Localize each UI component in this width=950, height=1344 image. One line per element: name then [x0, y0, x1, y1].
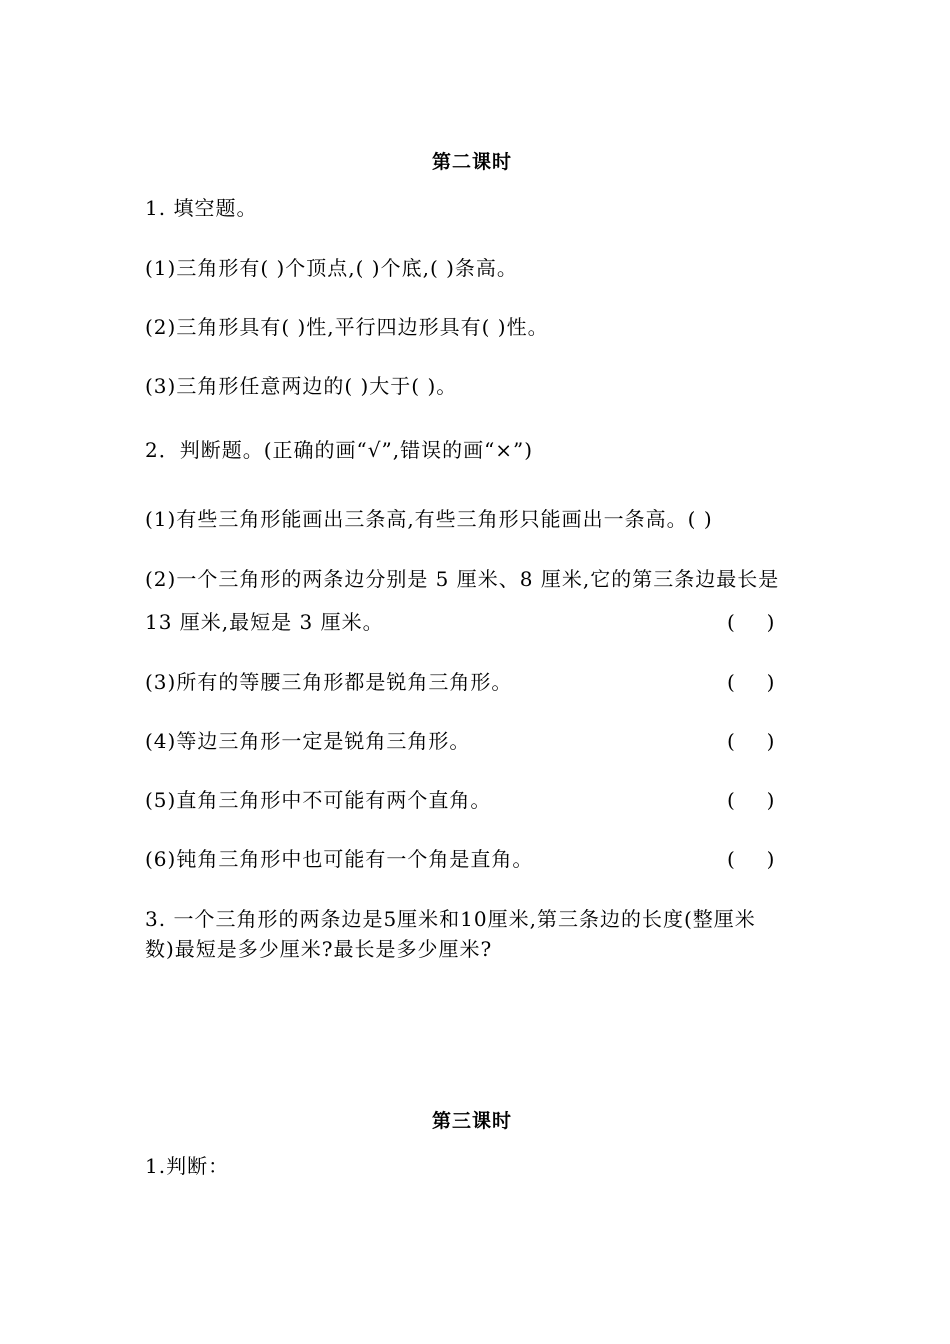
- q2-item-2: (2)一个三角形的两条边分别是 5 厘米、8 厘米,它的第三条边最长是: [145, 567, 780, 591]
- lesson2-title: 第二课时: [432, 151, 513, 173]
- q3-line-1: 3. 一个三角形的两条边是5厘米和10厘米,第三条边的长度(整厘米: [145, 907, 756, 931]
- q1-item-1: (1)三角形有( )个顶点,( )个底,( )条高。: [145, 256, 518, 280]
- q2-item-4-blank: ( ): [727, 729, 775, 753]
- q2-item-1: (1)有些三角形能画出三条高,有些三角形只能画出一条高。( ): [145, 507, 713, 531]
- q2-item-4: (4)等边三角形一定是锐角三角形。: [145, 729, 471, 753]
- q2-item-6-blank: ( ): [727, 847, 775, 871]
- q1-heading: 1. 填空题。: [145, 196, 258, 220]
- q2-item-5: (5)直角三角形中不可能有两个直角。: [145, 788, 492, 812]
- q1-item-2: (2)三角形具有( )性,平行四边形具有( )性。: [145, 315, 549, 339]
- q2-item-2-cont: 13 厘米,最短是 3 厘米。: [145, 610, 384, 634]
- q2-heading: 2．判断题。(正确的画“√”,错误的画“×”): [145, 438, 534, 462]
- q3-line-2: 数)最短是多少厘米?最长是多少厘米?: [145, 937, 493, 961]
- q2-item-5-blank: ( ): [727, 788, 775, 812]
- q1-item-3: (3)三角形任意两边的( )大于( )。: [145, 374, 458, 398]
- q2-item-2-blank: ( ): [727, 610, 775, 634]
- q2-item-3-blank: ( ): [727, 670, 775, 694]
- lesson3-title: 第三课时: [432, 1110, 513, 1132]
- q2-item-6: (6)钝角三角形中也可能有一个角是直角。: [145, 847, 534, 871]
- lesson3-q1-heading: 1.判断：: [145, 1154, 230, 1178]
- q2-item-3: (3)所有的等腰三角形都是锐角三角形。: [145, 670, 513, 694]
